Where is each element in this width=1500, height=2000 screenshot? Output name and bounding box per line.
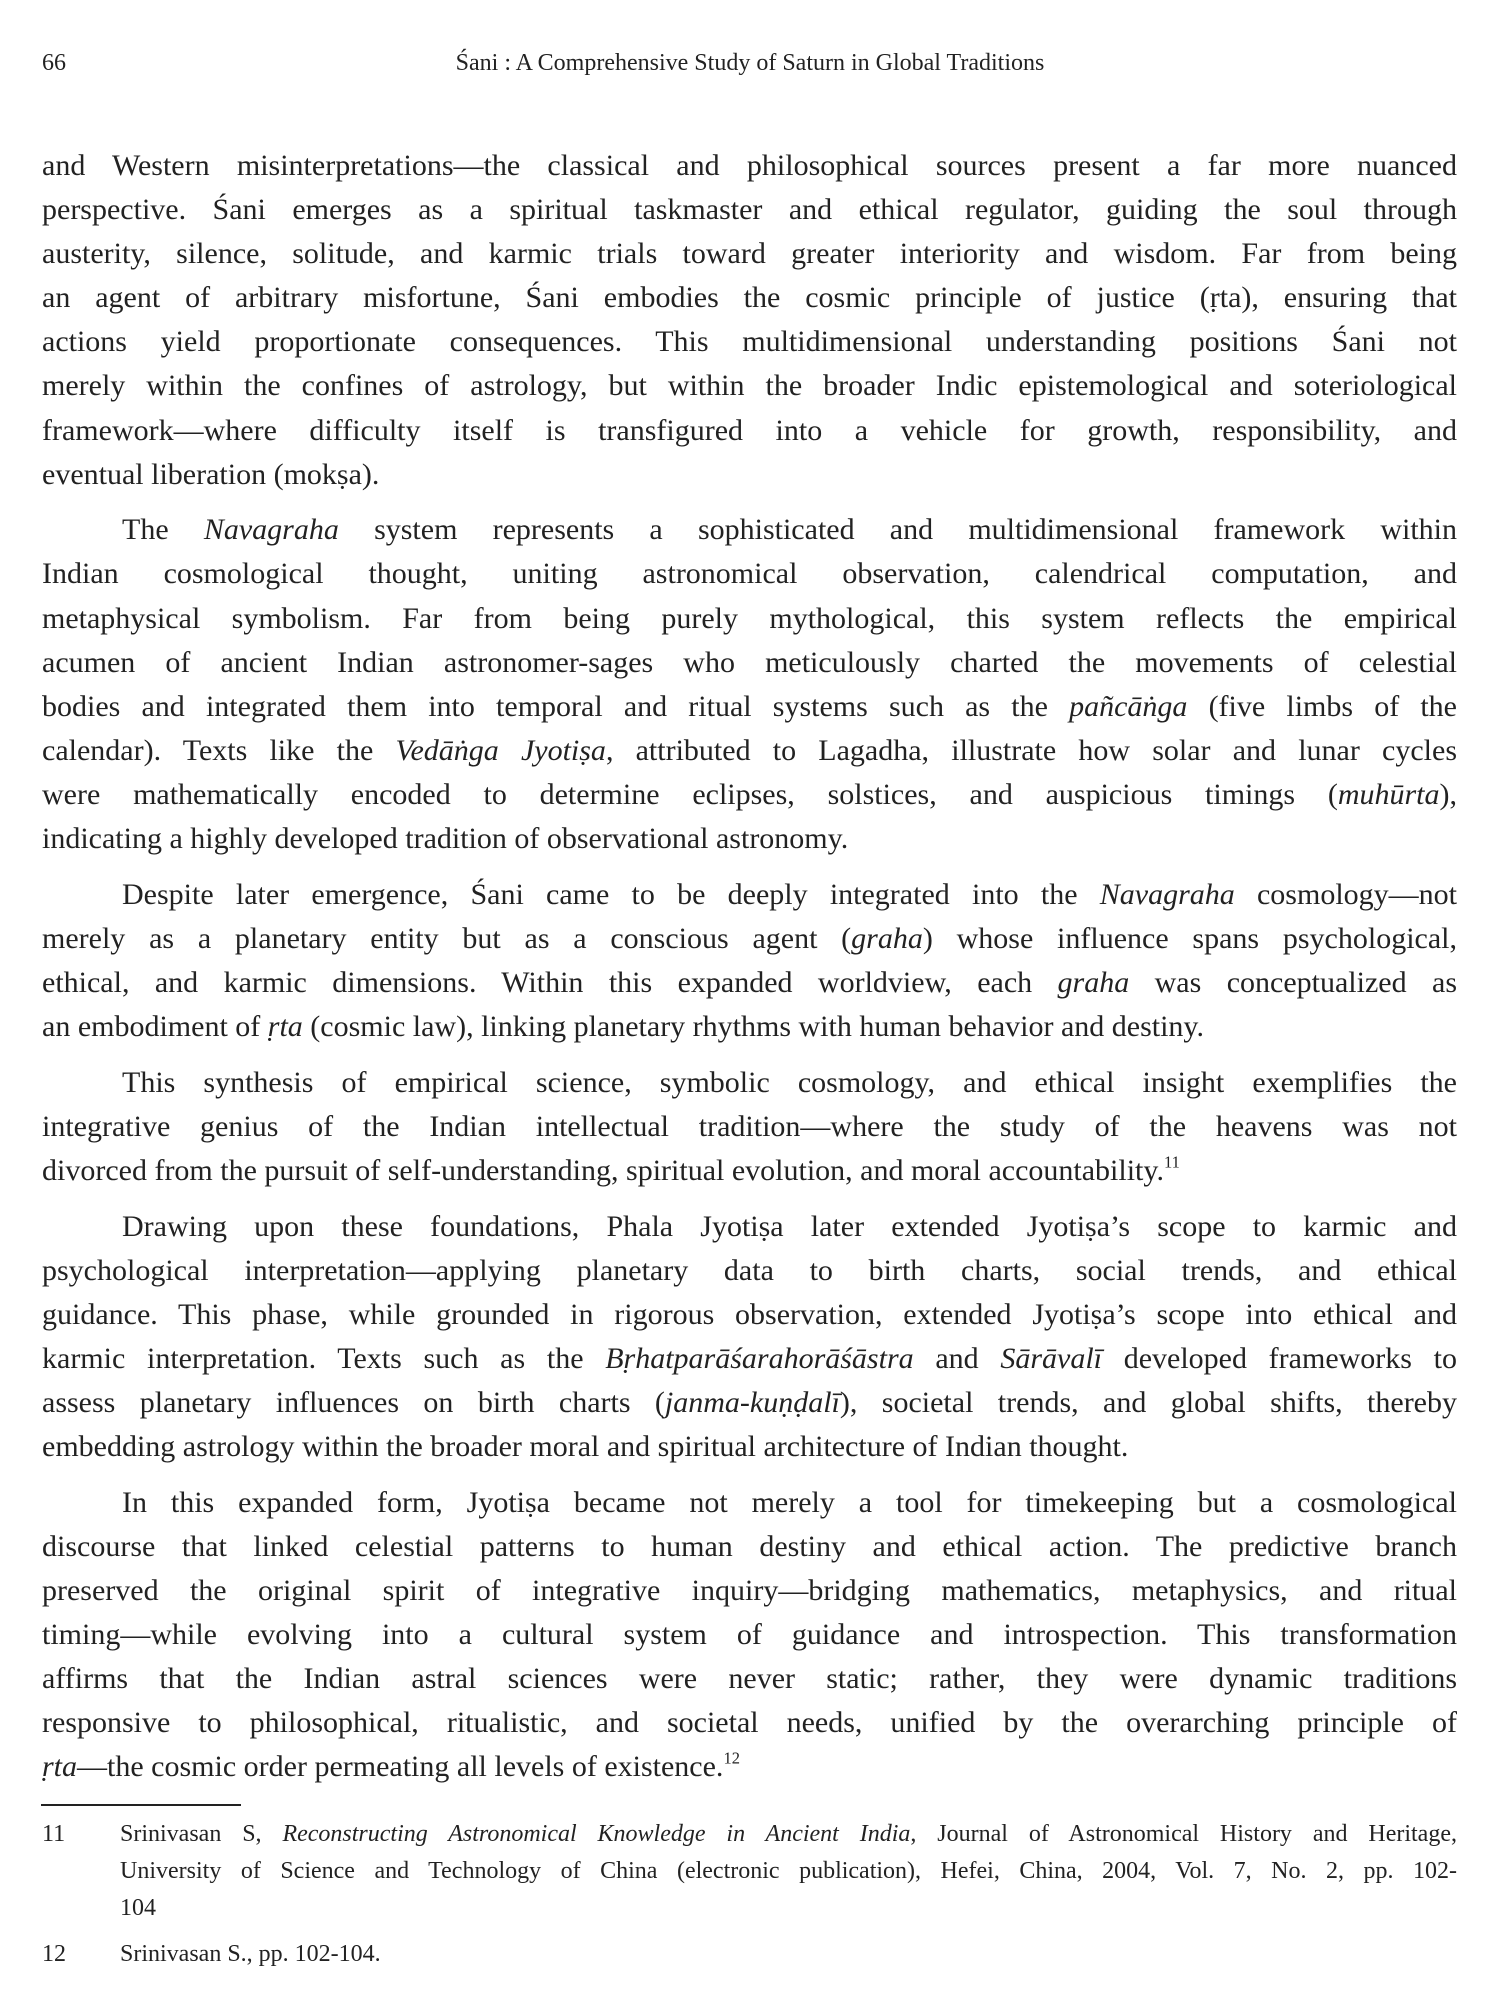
- text-run: affirms that the Indian astral sciences were never static; rather, they were dynamic traditions: [42, 1662, 1457, 1696]
- italic-term: Navagraha: [1099, 877, 1235, 911]
- text-run: (five limbs of the: [1187, 689, 1458, 723]
- text-line: [42, 685, 1457, 729]
- text-run: merely within the confines of astrology, but within the broader Indic epistemological and soteriological: [42, 369, 1457, 403]
- italic-term: muhūrta: [1337, 777, 1440, 811]
- page-number: 66: [42, 50, 66, 76]
- text-line: [42, 188, 1457, 232]
- text-line: [42, 817, 1457, 861]
- italic-term: Bṛhatparāśarahorāśāstra: [605, 1341, 914, 1375]
- italic-term: Navagraha: [203, 513, 339, 547]
- footnote-separator: [41, 1804, 241, 1806]
- text-line: [42, 1293, 1457, 1337]
- text-line: [42, 961, 1457, 1005]
- paragraph: [42, 508, 1457, 861]
- text-line: [42, 773, 1457, 817]
- italic-term: Reconstructing Astronomical Knowledge in Ancient India: [282, 1821, 911, 1847]
- paragraph: [42, 1061, 1457, 1193]
- text-run: University of Science and Technology of China (electronic publication), Hefei, China, 2004, Vol. 7, No. 2, pp. 102-: [120, 1858, 1457, 1884]
- italic-term: janma-kuṇḍalī: [664, 1385, 840, 1419]
- footnote-number: 11: [42, 1821, 66, 1847]
- text-run: , Journal of Astronomical History and Heritage,: [910, 1821, 1457, 1847]
- text-run: developed frameworks to: [1102, 1341, 1457, 1375]
- text-line: [42, 232, 1457, 276]
- text-run: austerity, silence, solitude, and karmic trials toward greater interiority and wisdom. Far from being: [42, 237, 1457, 271]
- text-run: 104: [120, 1895, 156, 1921]
- text-line: [42, 729, 1457, 773]
- text-run: was conceptualized as: [1129, 965, 1457, 999]
- italic-term: ṛta: [267, 1009, 303, 1043]
- italic-term: ṛta: [42, 1750, 78, 1784]
- text-run: The: [122, 513, 204, 547]
- footnote-line: [120, 1853, 1457, 1890]
- italic-term: graha: [1057, 965, 1130, 999]
- text-run: eventual liberation (mokṣa).: [42, 457, 380, 491]
- text-run: responsive to philosophical, ritualistic, and societal needs, unified by the overarching principle of: [42, 1706, 1457, 1740]
- text-line: [42, 552, 1457, 596]
- running-title: Śani : A Comprehensive Study of Saturn in Global Traditions: [455, 50, 1045, 76]
- text-run: , attributed to Lagadha, illustrate how solar and lunar cycles: [605, 733, 1457, 767]
- text-run: system represents a sophisticated and multidimensional framework within: [338, 513, 1457, 547]
- text-run: This synthesis of empirical science, symbolic cosmology, and ethical insight exemplifies the: [122, 1065, 1457, 1099]
- text-run: embedding astrology within the broader moral and spiritual architecture of Indian thought.: [42, 1430, 1129, 1463]
- text-run: integrative genius of the Indian intellectual tradition—where the study of the heavens was not: [42, 1109, 1457, 1143]
- text-run: Indian cosmological thought, uniting astronomical observation, calendrical computation, and: [42, 557, 1457, 591]
- text-run: psychological interpretation—applying planetary data to birth charts, social trends, and ethical: [42, 1253, 1457, 1287]
- text-run: actions yield proportionate consequences. This multidimensional understanding positions Śani not: [42, 325, 1457, 359]
- text-line: [42, 1613, 1457, 1657]
- text-line: [42, 409, 1457, 453]
- footnote-line: [120, 1816, 1457, 1853]
- footnote-reference[interactable]: 12: [723, 1748, 740, 1768]
- text-run: cosmology—not: [1234, 877, 1457, 911]
- text-run: karmic interpretation. Texts such as the: [42, 1341, 606, 1375]
- text-run: and Western misinterpretations—the classical and philosophical sources present a far more nuanced: [42, 149, 1457, 182]
- paragraph: [42, 1205, 1457, 1470]
- text-line: [42, 1481, 1457, 1525]
- footnote-line: [120, 1936, 1457, 1973]
- text-line: [42, 1105, 1457, 1149]
- text-line: [42, 1149, 1457, 1193]
- text-line: [42, 1657, 1457, 1701]
- text-run: Drawing upon these foundations, Phala Jyotiṣa later extended Jyotiṣa’s scope to karmic and: [122, 1209, 1457, 1243]
- text-run: perspective. Śani emerges as a spiritual taskmaster and ethical regulator, guiding the soul through: [42, 193, 1457, 227]
- text-line: [42, 144, 1457, 188]
- italic-term: graha: [851, 921, 923, 955]
- text-line: [42, 597, 1457, 641]
- text-run: —the cosmic order permeating all levels of existence.: [77, 1750, 724, 1784]
- text-line: [42, 364, 1457, 408]
- paragraph: [42, 144, 1457, 497]
- text-line: [42, 1745, 1457, 1789]
- text-run: bodies and integrated them into temporal and ritual systems such as the: [42, 689, 1070, 723]
- text-run: acumen of ancient Indian astronomer-sages who meticulously charted the movements of celestial: [42, 645, 1457, 679]
- text-run: merely as a planetary entity but as a conscious agent (: [42, 921, 852, 955]
- text-run: guidance. This phase, while grounded in rigorous observation, extended Jyotiṣa’s scope into ethical and: [42, 1297, 1457, 1331]
- text-run: assess planetary influences on birth charts (: [42, 1385, 665, 1419]
- footnote-text: [120, 1936, 1457, 1973]
- text-run: timing—while evolving into a cultural system of guidance and introspection. This transformation: [42, 1617, 1457, 1651]
- paragraph: [42, 1481, 1457, 1790]
- text-line: [42, 508, 1457, 552]
- text-run: were mathematically encoded to determine eclipses, solstices, and auspicious timings (: [42, 777, 1338, 811]
- text-run: Srinivasan S,: [120, 1821, 283, 1847]
- text-line: [42, 1701, 1457, 1745]
- text-line: [42, 1425, 1457, 1469]
- text-line: [42, 1525, 1457, 1569]
- text-line: [42, 1205, 1457, 1249]
- text-line: [42, 1337, 1457, 1381]
- text-run: indicating a highly developed tradition of observational astronomy.: [42, 822, 849, 855]
- text-run: (cosmic law), linking planetary rhythms with human behavior and destiny.: [302, 1009, 1204, 1043]
- text-run: ), societal trends, and global shifts, thereby: [839, 1385, 1457, 1419]
- italic-term: pañcāṅga: [1069, 689, 1188, 723]
- italic-term: Vedāṅga Jyotiṣa: [395, 733, 606, 767]
- text-line: [42, 320, 1457, 364]
- body-text: [42, 144, 1457, 1801]
- text-line: [42, 1569, 1457, 1613]
- text-run: In this expanded form, Jyotiṣa became not merely a tool for timekeeping but a cosmological: [122, 1485, 1457, 1519]
- paragraph: [42, 873, 1457, 1049]
- text-line: [42, 1061, 1457, 1105]
- text-run: discourse that linked celestial patterns to human destiny and ethical action. The predictive branch: [42, 1529, 1457, 1563]
- text-run: calendar). Texts like the: [42, 733, 396, 767]
- text-line: [42, 1249, 1457, 1293]
- text-line: [42, 873, 1457, 917]
- text-run: ethical, and karmic dimensions. Within this expanded worldview, each: [42, 965, 1058, 999]
- text-run: an embodiment of: [42, 1009, 268, 1043]
- footnote-reference[interactable]: 11: [1163, 1152, 1180, 1172]
- text-run: Despite later emergence, Śani came to be deeply integrated into the: [122, 877, 1100, 911]
- text-run: ),: [1439, 777, 1457, 811]
- text-run: ) whose influence spans psychological,: [922, 921, 1457, 955]
- text-run: and: [913, 1341, 1001, 1375]
- footnote-line: [120, 1890, 1457, 1927]
- text-line: [42, 276, 1457, 320]
- footnote-number: 12: [42, 1941, 66, 1967]
- text-line: [42, 917, 1457, 961]
- text-run: an agent of arbitrary misfortune, Śani embodies the cosmic principle of justice (ṛta), ensuring that: [42, 281, 1457, 315]
- text-line: [42, 1381, 1457, 1425]
- text-run: metaphysical symbolism. Far from being purely mythological, this system reflects the empirical: [42, 601, 1457, 635]
- text-line: [42, 641, 1457, 685]
- text-line: [42, 453, 1457, 497]
- italic-term: Sārāvalī: [1000, 1341, 1103, 1375]
- text-run: divorced from the pursuit of self-understanding, spiritual evolution, and moral accountability.: [42, 1153, 1164, 1187]
- footnote-text: [120, 1816, 1457, 1927]
- text-run: framework—where difficulty itself is transfigured into a vehicle for growth, responsibility, and: [42, 413, 1457, 447]
- text-run: Srinivasan S., pp. 102-104.: [120, 1941, 381, 1967]
- text-run: preserved the original spirit of integrative inquiry—bridging mathematics, metaphysics, and ritual: [42, 1573, 1457, 1607]
- text-line: [42, 1005, 1457, 1049]
